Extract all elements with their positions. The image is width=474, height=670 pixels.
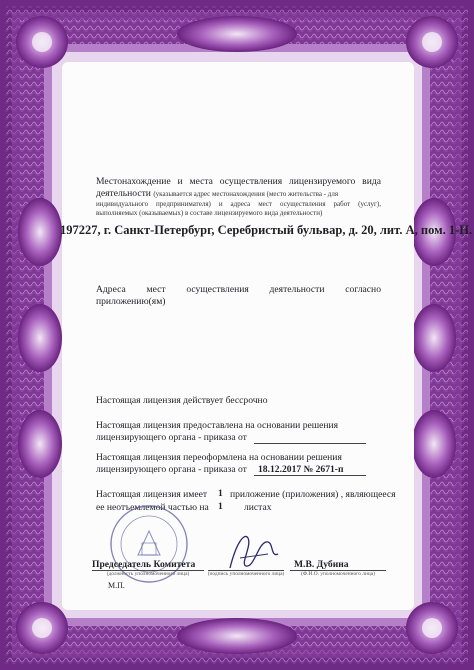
basis-line2: лицензирующего органа - приказа от — [96, 432, 247, 443]
location-hint-line4: выполняемых (оказываемых) в составе лицензируемого вида деятельности) — [96, 209, 323, 217]
location-heading-line2: деятельности (указывается адрес местонахождения (место жительства - для — [96, 188, 339, 199]
reissue-date-line — [254, 475, 366, 476]
signatory-role: Председатель Комитета — [92, 559, 196, 570]
appendix-line1-b: приложение (приложения) , являющееся — [230, 489, 396, 500]
appendix-line2-b: листах — [244, 502, 272, 513]
validity-text: Настоящая лицензия действует бессрочно — [96, 395, 268, 406]
license-address: 197227, г. Санкт-Петербург, Серебристый бульвар, д. 20, лит. А, пом. 1-Н. — [60, 223, 473, 237]
caption-sign: (подпись уполномоченного лица) — [207, 571, 285, 577]
location-hint-line3: индивидуального предпринимателя) и адреса мест осуществления работ (услуг), — [96, 200, 381, 208]
addresses-note-line1: Адреса мест осуществления деятельности согласно — [96, 284, 381, 295]
signatory-name: М.В. Дубина — [294, 559, 349, 570]
basis-date-line — [254, 443, 366, 444]
caption-role: (должность уполномоченного лица) — [106, 571, 190, 577]
addresses-note-line2: приложению(ям) — [96, 296, 166, 307]
reissue-order: 18.12.2017 № 2671-п — [258, 464, 344, 475]
stamp-place-label: М.П. — [108, 581, 125, 590]
basis-line1: Настоящая лицензия предоставлена на основании решения — [96, 420, 339, 431]
appendix-line2-a: ее неотъемлемой частью на — [96, 502, 209, 513]
reissue-line1: Настоящая лицензия переоформлена на основании решения — [96, 452, 342, 463]
appendix-line1-a: Настоящая лицензия имеет — [96, 489, 208, 500]
appendix-count1: 1 — [218, 488, 223, 499]
location-heading-line1: Местонахождение и места осуществления лицензируемого вида — [96, 176, 381, 187]
reissue-line2: лицензирующего органа - приказа от — [96, 464, 247, 475]
appendix-count2: 1 — [218, 501, 223, 512]
caption-name: (Ф.И.О. уполномоченного лица) — [301, 571, 375, 577]
signature-icon — [222, 524, 282, 574]
